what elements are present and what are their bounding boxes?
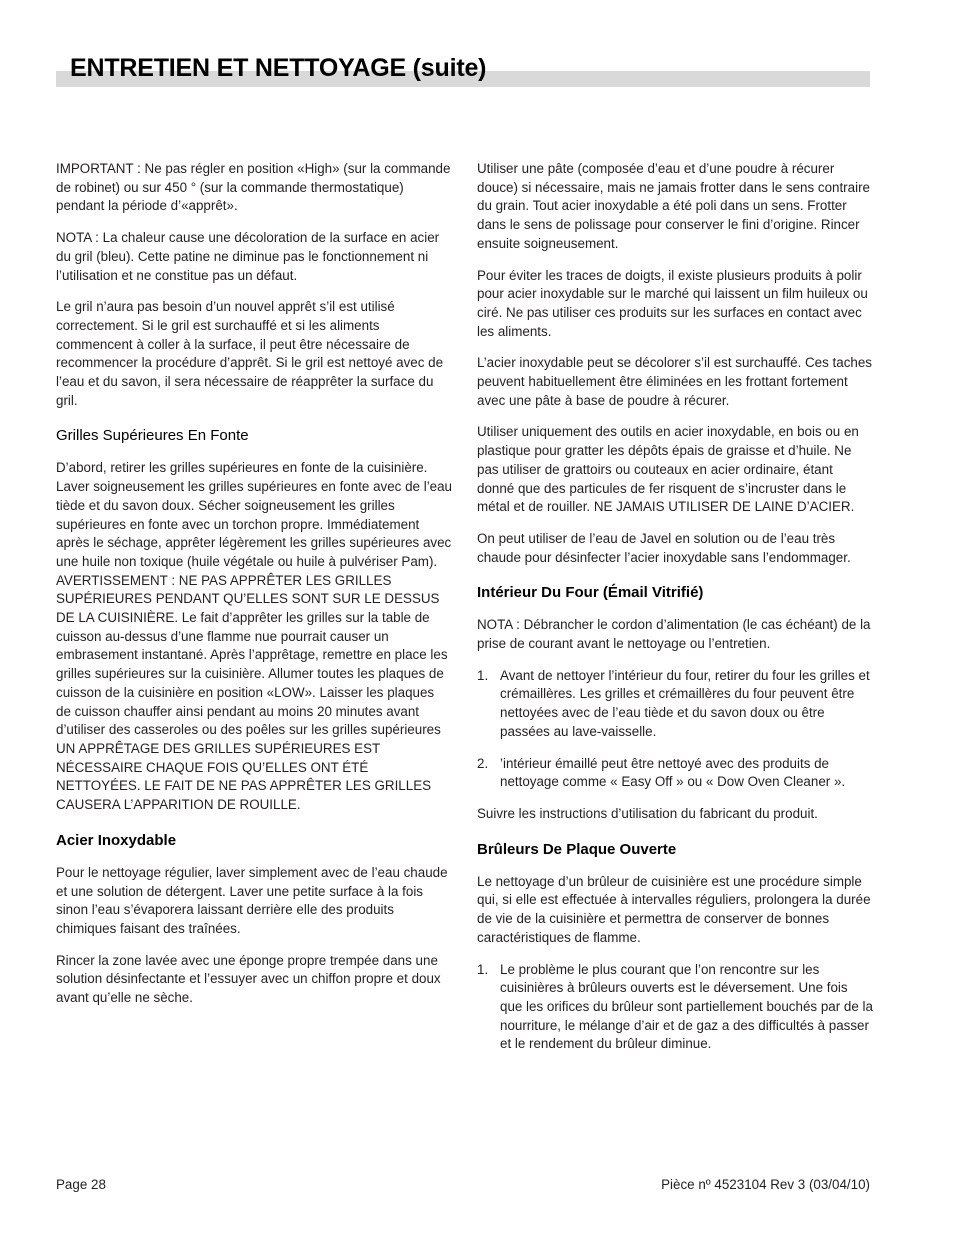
acier-paragraph: On peut utiliser de l’eau de Javel en solution ou de l’eau très chaude pour désinfecter l’acier inoxydable sans l’endommager. [477, 530, 851, 565]
page-number: Page 28 [56, 1177, 106, 1192]
acier-paragraph: L’acier inoxydable peut se décolorer s’il est surchauffé. Ces taches peuvent habituellement être éliminées en les frottant fortement avec une pâte à base de poudre à récurer. [477, 355, 872, 408]
list-text: Le problème le plus courant que l’on rencontre sur les cuisinières à brûleurs ouverts est le déversement. Une fois que les orifices du brûleur sont partiellement bouchés par de la nourriture, le mélange d’air et de gaz a des difficultés à passer et le rendement du brûleur diminue. [500, 961, 873, 1052]
acier-paragraph: Rincer la zone lavée avec une éponge propre trempée dans une solution désinfectante et l’essuyer avec un chiffon propre et doux avant qu’elle ne sèche. [56, 952, 441, 1006]
list-item [477, 667, 873, 742]
grilles-paragraph: D’abord, retirer les grilles supérieures en fonte de la cuisinière. Laver soigneusement les grilles supérieures en fonte avec de l’eau tiède et du savon doux. Sécher soigneusement les grilles supérieures en fonte avec un torchon propre. Immédiatement après le séchage, apprêter légèrement les grilles supérieures avec une huile non toxique (huile végétale ou huile à pulvériser Pam). AVERTISSEMENT : NE PAS APPRÊTER LES GRILLES SUPÉRIEURES PENDANT QU’ELLES SONT SUR LE DESSUS DE LA CUISINIÈRE. Le fait d’apprêter les grilles sur la table de cuisson au-dessus d’une flamme nue pourrait causer un embrasement instantané. Après l’apprêtage, remettre en place les grilles supérieures sur la cuisinière. Allumer toutes les plaques de cuisson de la cuisinière en position «LOW». Laisser les plaques de cuisson chauffer ainsi pendant au moins 20 minutes avant d’utiliser des casseroles ou des poêles sur les grilles supérieures UN APPRÊTAGE DES GRILLES SUPÉRIEURES EST NÉCESSAIRE CHAQUE FOIS QU’ELLES ONT ÉTÉ NETTOYÉES. LE FAIT DE NE PAS APPRÊTER LES GRILLES CAUSERA L’APPARITION DE ROUILLE. [56, 460, 453, 813]
list-number: 2. [477, 755, 489, 771]
list-number: 1. [477, 667, 489, 683]
section-heading-grilles: Grilles Supérieures En Fonte [56, 427, 249, 445]
bruleurs-paragraph: Le nettoyage d’un brûleur de cuisinière est une procédure simple qui, si elle est effectuée à intervalles réguliers, prolongera la durée de vie de la cuisinière et permettra de conserver de bonnes caractéristiques de flamme. [477, 873, 871, 945]
acier-paragraph: Utiliser uniquement des outils en acier inoxydable, en bois ou en plastique pour gratter les dépôts épais de graisse et d’huile. Ne pas utiliser de grattoirs ou couteaux en acier ordinaire, étant donné que des particules de fer risquent de s’incruster dans le métal et de rouiller. NE JAMAIS UTILISER DE LAINE D’ACIER. [477, 424, 859, 515]
acier-paragraph: Pour éviter les traces de doigts, il existe plusieurs produits à polir pour acier inoxydable sur le marché qui laissent un film huileux ou ciré. Ne pas utiliser ces produits sur les surfaces en contact avec les aliments. [477, 267, 868, 339]
right-column [477, 160, 873, 1067]
acier-paragraph: Pour le nettoyage régulier, laver simplement avec de l’eau chaude et une solution de détergent. Laver une petite surface à la fois sinon l’eau s’évaporera laissant derrière elle des produits chimiques faisant des traînées. [56, 864, 448, 936]
list-text: Avant de nettoyer l’intérieur du four, retirer du four les grilles et crémaillères. Les grilles et crémaillères du four peuvent être nettoyées avec de l’eau tiède et du savon doux ou être passées au lave-vaisselle. [500, 667, 870, 739]
section-heading-acier: Acier Inoxydable [56, 831, 177, 849]
left-column [56, 160, 452, 1021]
list-text: ’intérieur émaillé peut être nettoyé avec des produits de nettoyage comme « Easy Off » ou « Dow Oven Cleaner ». [500, 755, 846, 790]
gril-paragraph: Le gril n’aura pas besoin d’un nouvel apprêt s’il est utilisé correctement. Si le gril est surchauffé et si les aliments commencent à coller à la surface, il peut être nécessaire de recommencer la procédure d’apprêt. Si le gril est nettoyé avec de l’eau et du savon, il sera nécessaire de réapprêter la surface du gril. [56, 299, 444, 408]
section-heading-interieur: Intérieur Du Four (Émail Vitrifié) [477, 584, 704, 602]
list-item [477, 961, 873, 1055]
part-number: Pièce nº 4523104 Rev 3 (03/04/10) [661, 1177, 870, 1192]
list-number: 1. [477, 961, 489, 977]
nota-paragraph: NOTA : La chaleur cause une décoloration de la surface en acier du gril (bleu). Cette patine ne diminue pas le fonctionnement ni l’utilisation et ne constitue pas un défaut. [56, 230, 440, 283]
list-item [477, 755, 873, 792]
interieur-follow: Suivre les instructions d’utilisation du fabricant du produit. [477, 805, 818, 821]
page-title: ENTRETIEN ET NETTOYAGE (suite) [70, 54, 487, 82]
important-note: IMPORTANT : Ne pas régler en position «High» (sur la commande de robinet) ou sur 450 ° (sur la commande thermostatique) pendant la période d’«apprêt». [56, 161, 451, 214]
acier-paragraph: Utiliser une pâte (composée d’eau et d’une poudre à récurer douce) si nécessaire, mais ne jamais frotter dans le sens contraire du grain. Tout acier inoxydable a été poli dans un sens. Frotter dans le sens de polissage pour conserver le fini d’origine. Rincer ensuite soigneusement. [477, 161, 870, 251]
section-heading-bruleurs: Brûleurs De Plaque Ouverte [477, 840, 677, 858]
interieur-nota: NOTA : Débrancher le cordon d’alimentation (le cas échéant) de la prise de courant avant le nettoyage ou l’entretien. [477, 617, 871, 652]
